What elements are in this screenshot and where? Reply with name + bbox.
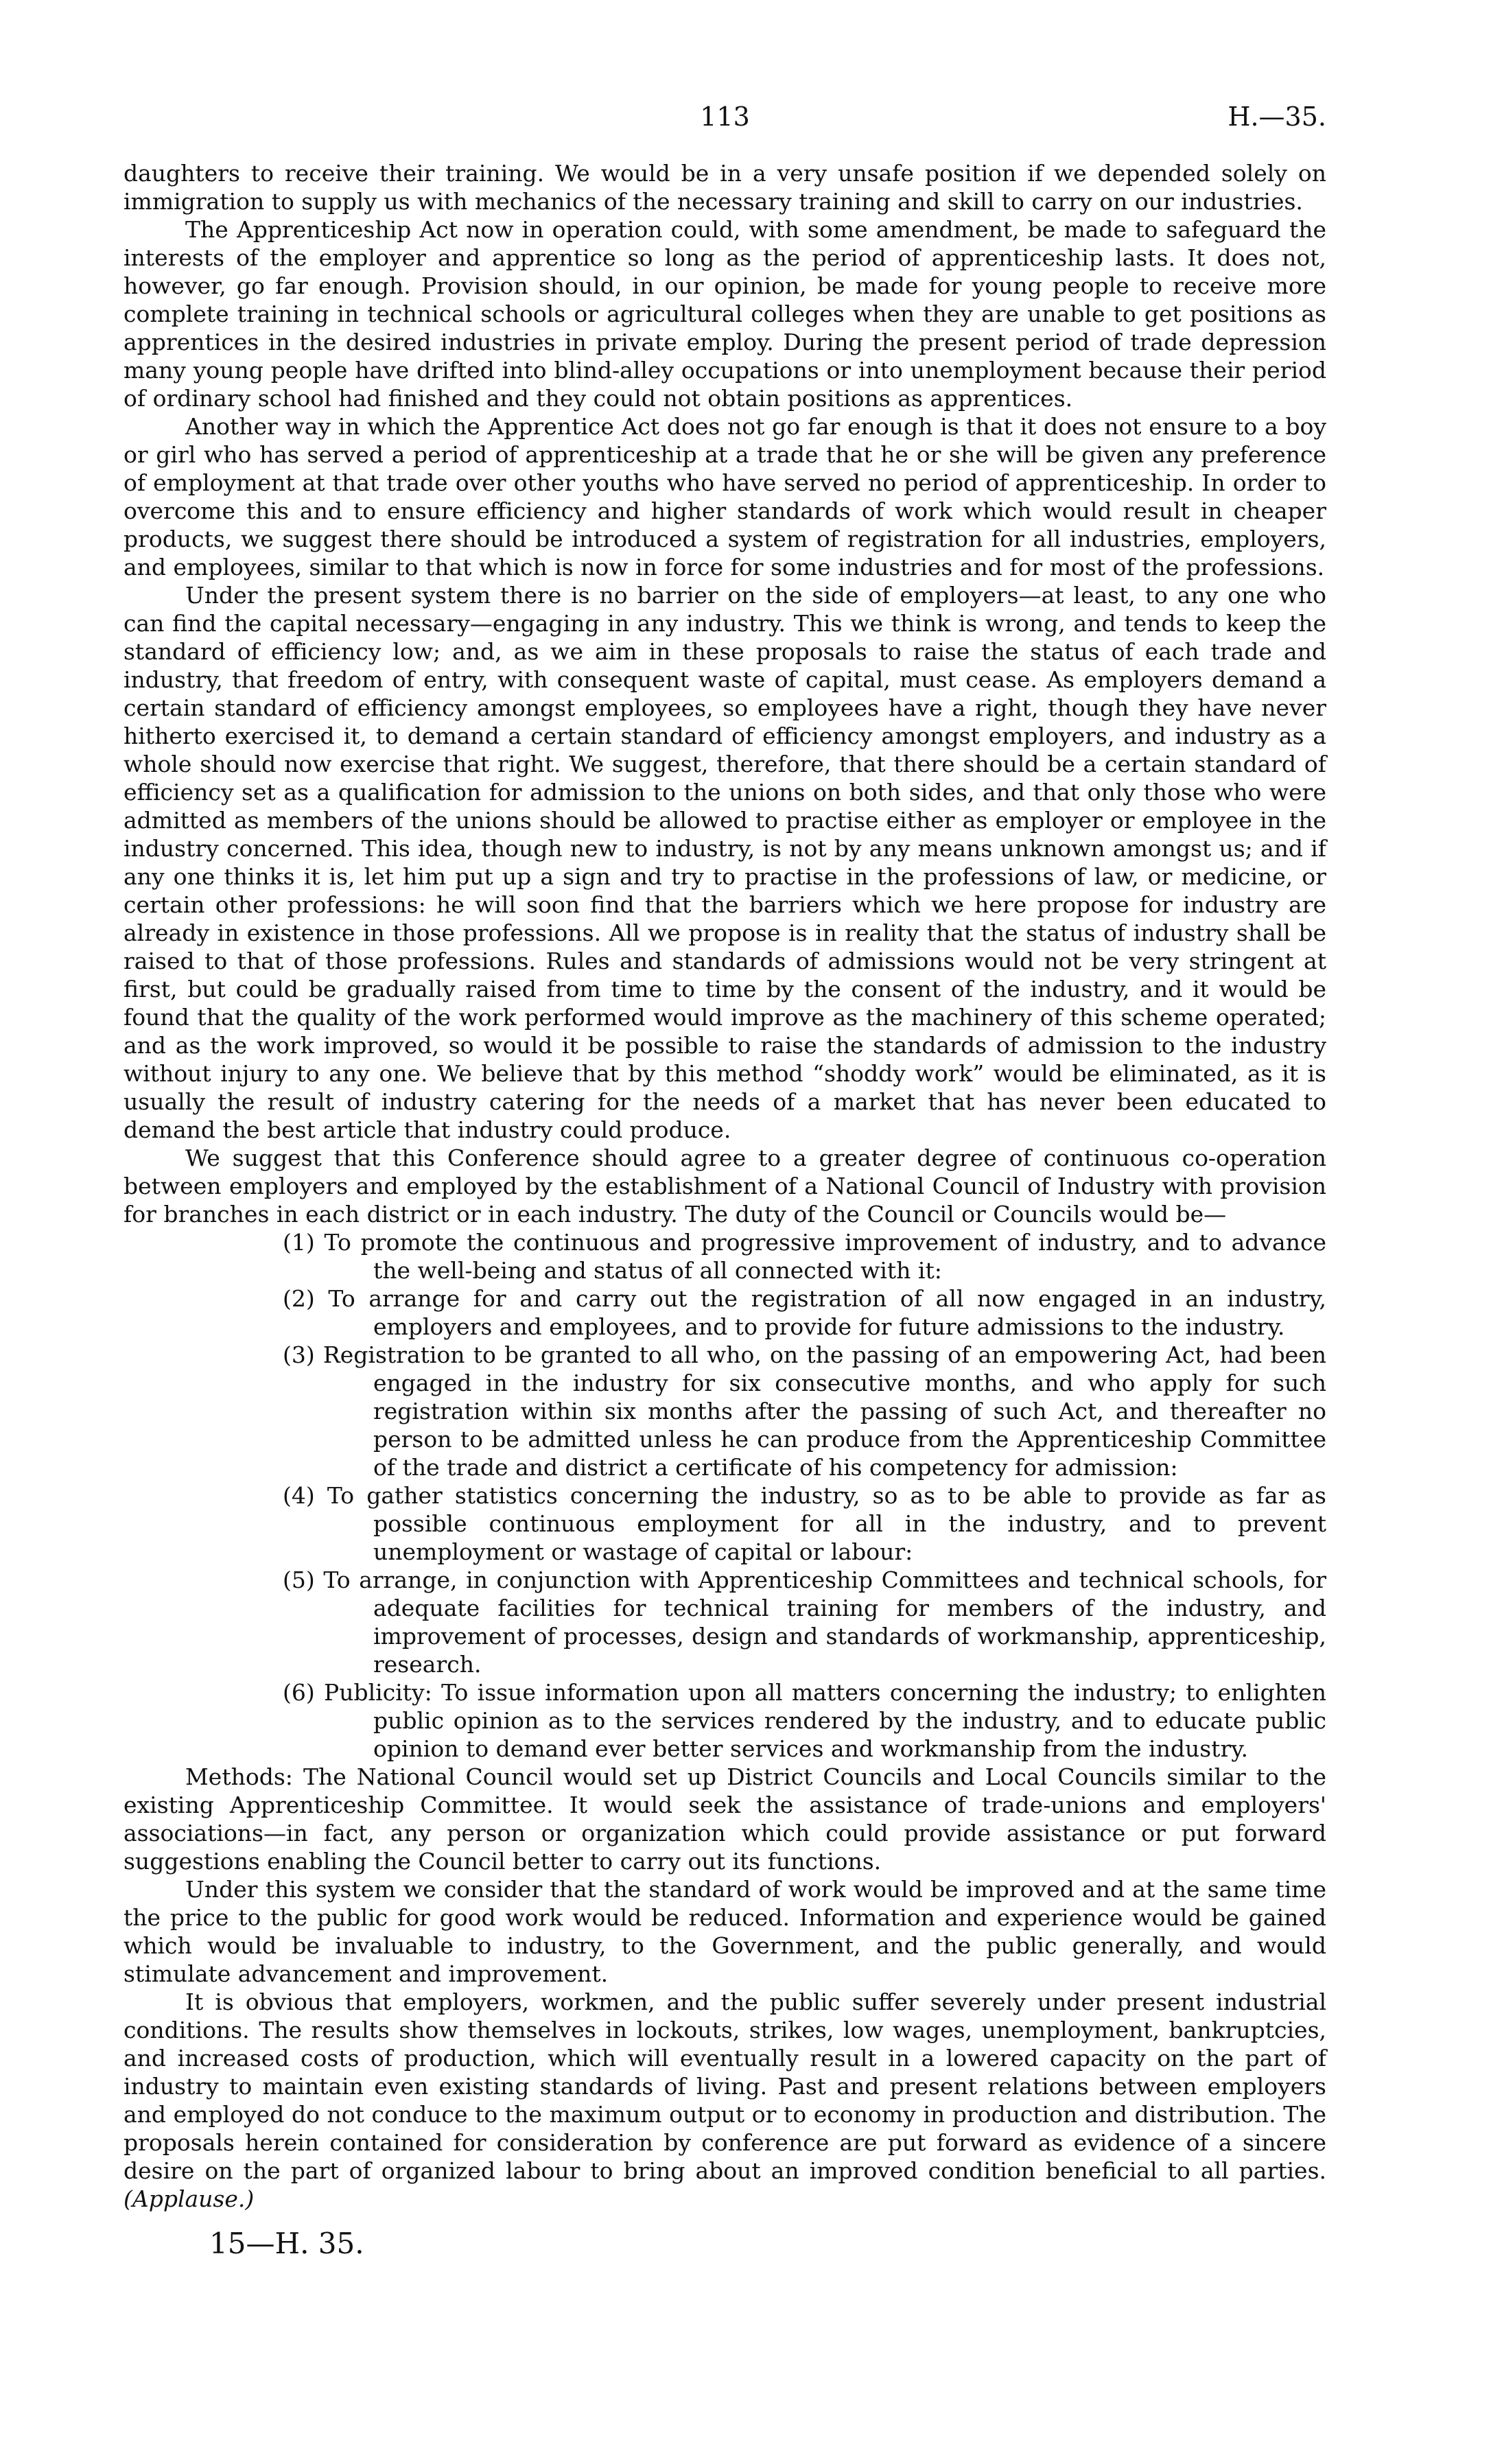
list-item: (6) Publicity: To issue information upon all matters concerning the industry; to enlighten public opinion as to the services rendered by the industry, and to educate public opinion to demand ever better services and workmanship from the industry. (283, 1679, 1326, 1762)
paragraph-apprenticeship-act: The Apprenticeship Act now in operation could, with some amendment, be made to safeguard the interests of the employer and apprentice so long as the period of apprenticeship lasts. It does not, however, go far enough. Provision should, in our opinion, be made for young people to receive more complete training in technical schools or agricultural colleges when they are unable to get positions as apprentices in the desired industries in private employ. During the present period of trade depression many young people have drifted into blind-alley occupations or into unemployment because their period of ordinary school had finished and they could not obtain positions as apprentices. (124, 216, 1326, 412)
applause-note: (Applause.) (124, 2185, 255, 2212)
document-code: H.—35. (1228, 102, 1326, 132)
list-item: (4) To gather statistics concerning the industry, so as to be able to provide as far as possible continuous employment for all in the industry, and to prevent unemployment or wastage of capital or labour: (283, 1482, 1326, 1565)
page-number: 113 (700, 102, 750, 132)
methods-text: The National Council would set up District Councils and Local Councils similar to the existing Apprenticeship Committee. It would seek the assistance of trade-unions and employers' associations—in fact, any person or organization which could provide assistance or put forward suggestions enabling the Council better to carry out its functions. (124, 1763, 1326, 1875)
methods-label: Methods: (185, 1763, 293, 1790)
paragraph-continuation: daughters to receive their training. We would be in a very unsafe position if we depended solely on immigration to supply us with mechanics of the necessary training and skill to carry on our industries. (124, 160, 1326, 215)
list-item: (2) To arrange for and carry out the registration of all now engaged in an industry, employers and employees, and to provide for future admissions to the industry. (283, 1285, 1326, 1340)
list-item: (3) Registration to be granted to all who, on the passing of an empowering Act, had been engaged in the industry for six consecutive months, and who apply for such registration within six months after the passing of such Act, and thereafter no person to be admitted unless he can produce from the Apprenticeship Committee of the trade and district a certificate of his competency for admission: (283, 1341, 1326, 1481)
paragraph-national-council-proposal: We suggest that this Conference should agree to a greater degree of continuous co-operation between employers and employed by the establishment of a National Council of Industry with provision for branches in each district or in each industry. The duty of the Council or Councils would be— (124, 1145, 1326, 1228)
running-head (124, 103, 1326, 147)
paragraph-industrial-conditions (124, 1988, 1326, 2213)
paragraph-preference-of-employment: Another way in which the Apprentice Act does not go far enough is that it does not ensure to a boy or girl who has served a period of apprenticeship at a trade that he or she will be given any preference of employment at that trade over other youths who have served no period of apprenticeship. In order to overcome this and to ensure efficiency and higher standards of work which would result in cheaper products, we suggest there should be introduced a system of registration for all industries, employers, and employees, similar to that which is now in force for some industries and for most of the professions. (124, 413, 1326, 580)
paragraph-improved-standard: Under this system we consider that the standard of work would be improved and at the same time the price to the public for good work would be reduced. Information and experience would be gained which would be invaluable to industry, to the Government, and the public generally, and would stimulate advancement and improvement. (124, 1876, 1326, 1987)
list-item: (1) To promote the continuous and progressive improvement of industry, and to advance the well-being and status of all connected with it: (283, 1229, 1326, 1284)
industrial-conditions-text: It is obvious that employers, workmen, and the public suffer severely under present industrial conditions. The results show themselves in lockouts, strikes, low wages, unemployment, bankruptcies, and increased costs of production, which will eventually result in a lowered capacity on the part of industry to maintain even existing standards of living. Past and present relations between employers and employed do not conduce to the maximum output or to economy in production and distribution. The proposals herein contained for consideration by conference are put forward as evidence of a sincere desire on the part of organized labour to bring about an improved condition beneficial to all parties. (124, 1988, 1326, 2184)
paragraph-methods (124, 1763, 1326, 1875)
paragraph-barriers-to-employers: Under the present system there is no barrier on the side of employers—at least, to any one who can find the capital necessary—engaging in any industry. This we think is wrong, and tends to keep the standard of efficiency low; and, as we aim in these proposals to raise the status of each trade and industry, that freedom of entry, with consequent waste of capital, must cease. As employers demand a certain standard of efficiency amongst employees, so employees have a right, though they have never hitherto exercised it, to demand a certain standard of efficiency amongst employers, and industry as a whole should now exercise that right. We suggest, therefore, that there should be a certain standard of efficiency set as a qualification for admission to the unions on both sides, and that only those who were admitted as members of the unions should be allowed to practise either as employer or employee in the industry concerned. This idea, though new to industry, is not by any means unknown amongst us; and if any one thinks it is, let him put up a sign and try to practise in the professions of law, or medicine, or certain other professions: he will soon find that the barriers which we here propose for industry are already in existence in those professions. All we propose is in reality that the status of industry shall be raised to that of those professions. Rules and standards of admissions would not be very stringent at first, but could be gradually raised from time to time by the consent of the industry, and it would be found that the quality of the work performed would improve as the machinery of this scheme operated; and as the work improved, so would it be possible to raise the standards of admission to the industry without injury to any one. We believe that by this method “shoddy work” would be eliminated, as it is usually the result of industry catering for the needs of a market that has never been educated to demand the best article that industry could produce. (124, 582, 1326, 1143)
list-item: (5) To arrange, in conjunction with Apprenticeship Committees and technical schools, for adequate facilities for technical training for members of the industry, and improvement of processes, design and standards of workmanship, apprenticeship, research. (283, 1567, 1326, 1678)
signature-code: 15—H. 35. (209, 2227, 364, 2260)
council-duties-list (124, 1228, 1326, 1763)
